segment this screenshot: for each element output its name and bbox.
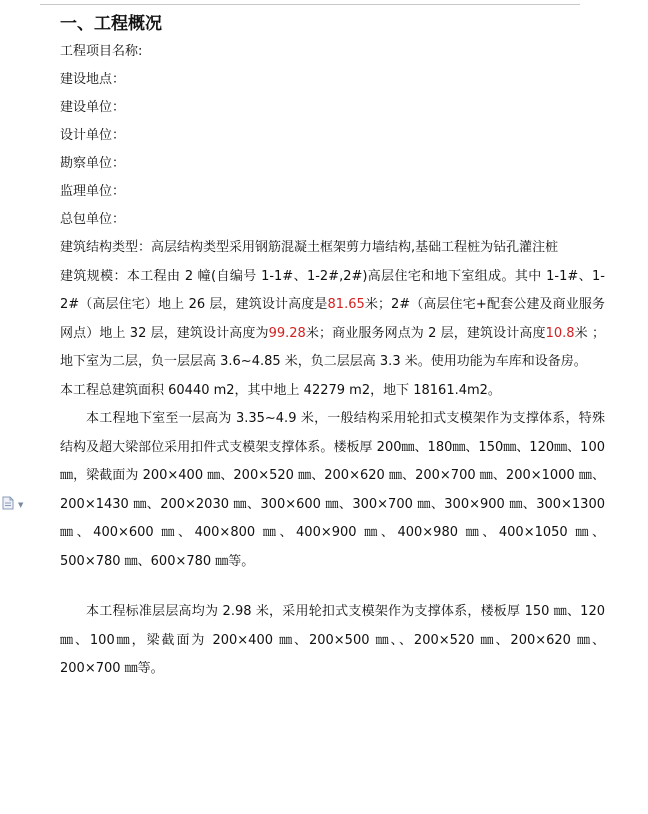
scale-text-2: 米；2#（高层住宅+配套公建及商业服务网点）地上 32 层，建筑设计高度为 — [60, 297, 605, 341]
building-scale-paragraph — [60, 263, 605, 377]
field-surveyor: 勘察单位： — [60, 156, 126, 171]
height-value-3: 10.8 — [545, 325, 575, 341]
total-area-paragraph: 本工程总建筑面积 60440 m2，其中地上 42279 m2，地下 18161.4m2。 — [60, 382, 501, 398]
structure-type-paragraph: 建筑结构类型：高层结构类型采用钢筋混凝土框架剪力墙结构,基础工程桩为钻孔灌注桩 — [60, 240, 559, 255]
section-heading: 一、工程概况 — [60, 14, 162, 34]
basement-paragraph: 本工程地下室至一层高为 3.35~4.9 米，一般结构采用轮扣式支模架作为支撑体系，特殊结构及超大梁部位采用扣件式支模架支撑体系。楼板厚 200㎜、180㎜、150㎜、120㎜、100㎜，梁截面为 200×400 ㎜、200×520 ㎜、200×620 ㎜、200×700 ㎜、200×1000 ㎜、200×1430 ㎜、200×2030 ㎜、300×600 ㎜、300×700 ㎜、300×900 ㎜、300×1300 ㎜、400×600 ㎜、400×800 ㎜、400×900 ㎜、400×980 ㎜、400×1050 ㎜、500×780 ㎜、600×780 ㎜等。 — [60, 411, 605, 569]
field-owner: 建设单位： — [60, 100, 126, 115]
document-comment-icon[interactable] — [2, 496, 14, 510]
height-value-2: 99.28 — [268, 325, 306, 341]
header-rule — [40, 4, 580, 5]
document-page — [60, 10, 605, 684]
field-supervisor: 监理单位： — [60, 184, 126, 199]
height-value-1: 81.65 — [327, 297, 365, 312]
field-location: 建设地点： — [60, 72, 126, 87]
chevron-down-icon[interactable]: ▼ — [18, 501, 24, 509]
paragraph-spacer — [60, 576, 605, 598]
field-designer: 设计单位： — [60, 128, 126, 143]
field-contractor: 总包单位： — [60, 212, 126, 227]
field-project-name: 工程项目名称: — [60, 44, 143, 59]
scale-text-3: 米；商业服务网点为 2 层，建筑设计高度 — [305, 325, 546, 341]
scale-text-1: 建筑规模：本工程由 2 幢(自编号 1-1#、1-2#,2#)高层住宅和地下室组成。其中 1-1#、1-2#（高层住宅）地上 26 层，建筑设计高度是 — [60, 268, 605, 312]
standard-floor-paragraph: 本工程标准层层高均为 2.98 米，采用轮扣式支模架作为支撑体系，楼板厚 150 ㎜、120㎜、100㎜，梁截面为 200×400 ㎜、200×500 ㎜、、200×520 ㎜、200×620 ㎜、200×700 ㎜等。 — [60, 604, 605, 676]
scale-text-4: 米 ；地下室为二层，负一层层高 3.6~4.85 米，负二层层高 3.3 米。使用功能为车库和设备房。 — [60, 325, 605, 369]
